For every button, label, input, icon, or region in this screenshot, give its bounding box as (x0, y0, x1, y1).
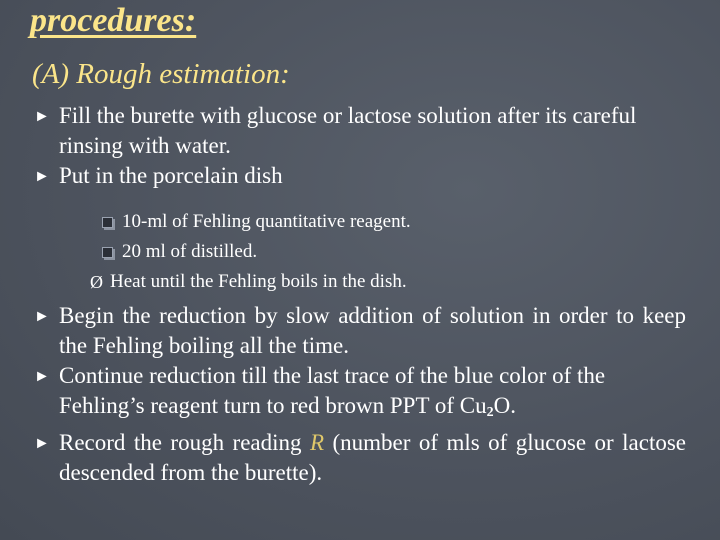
checkbox-square-icon (102, 217, 113, 228)
bullet-text: Record the rough reading (59, 430, 310, 455)
sub-item-fehling (102, 207, 692, 237)
triangle-pointer-icon: ► (34, 308, 50, 325)
bullet-item-begin-reduction (34, 301, 686, 361)
bullet-text-after: (number of mls of glucose or lactose descended from the burette). (59, 430, 686, 485)
bullet-list-bottom (34, 301, 686, 488)
sub-item-text: 10-ml of Fehling quantitative reagent. (122, 211, 411, 232)
sub-item-text: 20 ml of distilled. (122, 241, 258, 262)
arrow-item-heat (90, 267, 692, 297)
triangle-pointer-icon: ► (34, 435, 50, 452)
slide-subtitle: (A) Rough estimation: (32, 58, 290, 90)
subscript-2: 2 (486, 405, 494, 420)
bullet-list-top (34, 101, 686, 191)
bullet-item-continue-reduction (34, 361, 686, 428)
bullet-item-fill-burette (34, 101, 686, 161)
variable-r: R (309, 430, 325, 455)
bullet-text-tail: O. (493, 393, 516, 418)
bullet-text: Continue reduction till the last trace of the blue color of the Fehling’s reagent turn to red brown PPT of Cu (59, 363, 606, 418)
sub-item-distilled (102, 237, 692, 267)
triangle-pointer-icon: ► (34, 368, 50, 385)
arrow-item-text: Heat until the Fehling boils in the dish. (110, 271, 407, 292)
triangle-pointer-icon: ► (34, 168, 50, 185)
sub-list (90, 207, 692, 297)
bullet-item-porcelain-dish (34, 161, 686, 191)
bullet-item-record-reading (34, 428, 686, 488)
checkbox-square-icon (102, 247, 113, 258)
slide-title: procedures: (30, 2, 197, 39)
triangle-pointer-icon: ► (34, 108, 50, 125)
bullet-text: Put in the porcelain dish (59, 163, 283, 188)
bullet-text: Fill the burette with glucose or lactose solution after its careful rinsing with water. (59, 103, 637, 158)
bullet-text: Begin the reduction by slow addition of solution in order to keep the Fehling boiling all the time. (59, 303, 686, 358)
arrow-bullet-icon: Ø (90, 272, 103, 292)
